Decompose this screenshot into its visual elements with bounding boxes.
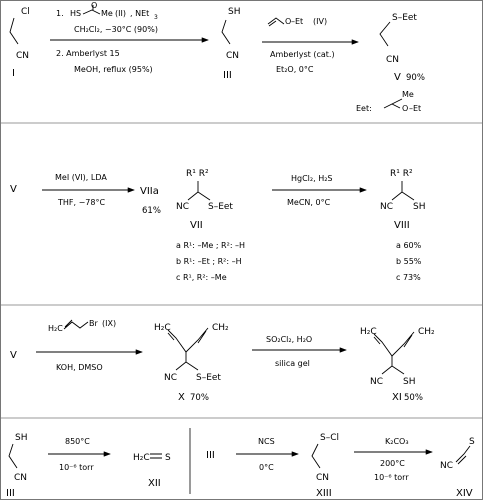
svg-text:III: III <box>223 70 232 81</box>
svg-text:Me: Me <box>101 9 113 18</box>
svg-text:III: III <box>6 488 15 499</box>
svg-text:b R¹: –Et ; R²: –H: b R¹: –Et ; R²: –H <box>176 257 242 266</box>
svg-text:Et₂O, 0°C: Et₂O, 0°C <box>276 65 314 74</box>
svg-text:c 73%: c 73% <box>396 273 421 282</box>
svg-text:CN: CN <box>226 51 240 61</box>
compound-III-row4 <box>6 433 27 499</box>
svg-text:Amberlyst (cat.): Amberlyst (cat.) <box>270 50 335 59</box>
svg-text:–Et: –Et <box>291 17 304 26</box>
svg-text:I: I <box>12 68 15 79</box>
svg-text:CN: CN <box>16 51 30 61</box>
svg-text:H₂C: H₂C <box>48 324 63 333</box>
svg-text:NC: NC <box>440 461 454 471</box>
svg-text:S–Eet: S–Eet <box>196 373 221 383</box>
svg-text:CN: CN <box>386 55 400 65</box>
svg-text:b 55%: b 55% <box>396 257 422 266</box>
svg-text:90%: 90% <box>406 73 425 83</box>
compound-XI <box>360 327 435 403</box>
svg-text:0°C: 0°C <box>259 463 274 472</box>
svg-text:NC: NC <box>370 377 384 387</box>
svg-text:S–Cl: S–Cl <box>320 433 339 443</box>
svg-text:Me: Me <box>402 90 414 99</box>
svg-text:NC: NC <box>176 202 190 212</box>
svg-text:NC: NC <box>380 202 394 212</box>
svg-text:V: V <box>10 184 17 195</box>
svg-text:Eet:: Eet: <box>356 104 372 113</box>
svg-text:SH: SH <box>15 433 28 443</box>
svg-text:CH₂Cl₂, −30°C (90%): CH₂Cl₂, −30°C (90%) <box>74 25 158 34</box>
alkylation-conditions <box>42 173 134 207</box>
svg-text:THF, −78°C: THF, −78°C <box>58 198 106 207</box>
svg-text:SO₂Cl₂, H₂O: SO₂Cl₂, H₂O <box>266 335 313 344</box>
row2-start-V <box>10 184 17 195</box>
svg-text:HgCl₂, H₂S: HgCl₂, H₂S <box>291 174 333 183</box>
compound-I <box>10 7 30 79</box>
pyrolysis-conditions <box>48 437 110 472</box>
svg-text:3: 3 <box>154 14 158 21</box>
compound-VII <box>176 169 245 282</box>
svg-text:200°C: 200°C <box>380 459 405 468</box>
deprotection-conditions <box>272 174 366 207</box>
svg-text:V: V <box>10 350 17 361</box>
product-VIIa <box>140 186 161 216</box>
elimination-conditions <box>354 437 432 482</box>
svg-text:c R¹, R²: –Me: c R¹, R²: –Me <box>176 273 227 282</box>
svg-text:NC: NC <box>164 373 178 383</box>
svg-text:(IV): (IV) <box>313 17 328 26</box>
svg-text:XII: XII <box>148 478 161 489</box>
svg-text:NCS: NCS <box>258 437 275 446</box>
compound-XIV <box>440 437 475 499</box>
svg-text:KOH, DMSO: KOH, DMSO <box>56 363 103 372</box>
svg-text:HS: HS <box>70 9 82 18</box>
chlorination-conditions <box>236 437 298 472</box>
svg-text:1.: 1. <box>56 9 64 18</box>
compound-X <box>154 323 229 403</box>
svg-text:MeOH, reflux (95%): MeOH, reflux (95%) <box>74 65 153 74</box>
svg-text:CN: CN <box>316 473 330 483</box>
compound-XII <box>133 453 171 489</box>
svg-text:XIV: XIV <box>456 488 473 499</box>
svg-text:a 60%: a 60% <box>396 241 422 250</box>
svg-text:850°C: 850°C <box>65 437 90 446</box>
svg-text:Br: Br <box>89 319 98 328</box>
svg-text:K₂CO₃: K₂CO₃ <box>385 437 409 446</box>
svg-text:2. Amberlyst 15: 2. Amberlyst 15 <box>56 49 120 58</box>
svg-text:H₂C: H₂C <box>133 453 150 463</box>
svg-text:O: O <box>402 104 409 113</box>
svg-text:(IX): (IX) <box>102 319 117 328</box>
compound-III <box>222 7 240 81</box>
svg-text:H₂C: H₂C <box>154 323 171 333</box>
svg-text:(II): (II) <box>115 9 126 18</box>
row4-mid-III <box>206 450 215 461</box>
svg-text:CH₂: CH₂ <box>212 323 229 333</box>
svg-text:S: S <box>165 453 171 463</box>
svg-text:SH: SH <box>413 202 426 212</box>
svg-text:III: III <box>206 450 215 461</box>
compound-XIII <box>312 433 339 499</box>
svg-text:R¹ R²: R¹ R² <box>186 169 209 179</box>
svg-text:H₂C: H₂C <box>360 327 377 337</box>
svg-text:CN: CN <box>14 473 28 483</box>
svg-text:XIII: XIII <box>316 488 332 499</box>
svg-text:CH₂: CH₂ <box>418 327 435 337</box>
svg-text:S–Eet: S–Eet <box>208 202 233 212</box>
compound-VIII <box>380 169 425 282</box>
diallylation-conditions <box>36 319 142 372</box>
eet-definition <box>356 90 421 113</box>
svg-text:VII: VII <box>190 220 203 231</box>
svg-text:MeI (VI), LDA: MeI (VI), LDA <box>55 173 107 182</box>
svg-text:SH: SH <box>403 377 416 387</box>
svg-text:VIIa: VIIa <box>140 186 159 197</box>
svg-text:10⁻⁶ torr: 10⁻⁶ torr <box>374 473 409 482</box>
svg-text:Cl: Cl <box>21 7 30 17</box>
svg-text:50%: 50% <box>404 393 423 403</box>
svg-text:70%: 70% <box>190 393 209 403</box>
row3-start-V <box>10 350 17 361</box>
svg-text:, NEt: , NEt <box>130 9 150 18</box>
svg-text:S: S <box>469 437 475 447</box>
svg-text:S–Eet: S–Eet <box>392 13 417 23</box>
svg-text:61%: 61% <box>142 206 161 216</box>
svg-text:O: O <box>285 17 292 26</box>
hydrolysis-conditions <box>252 335 346 368</box>
svg-text:XI: XI <box>392 392 402 403</box>
svg-text:VIII: VIII <box>394 220 410 231</box>
svg-text:X: X <box>178 392 185 403</box>
svg-text:MeCN, 0°C: MeCN, 0°C <box>287 198 331 207</box>
svg-text:a R¹: –Me ; R²: –H: a R¹: –Me ; R²: –H <box>176 241 246 250</box>
compound-V <box>380 13 425 83</box>
svg-text:SH: SH <box>228 7 241 17</box>
step-1-conditions <box>50 1 208 74</box>
svg-text:V: V <box>394 72 401 83</box>
svg-text:10⁻⁶ torr: 10⁻⁶ torr <box>59 463 94 472</box>
step-2-conditions <box>262 17 358 74</box>
svg-text:–Et: –Et <box>409 104 422 113</box>
svg-text:silica gel: silica gel <box>275 359 310 368</box>
svg-text:O: O <box>91 1 98 10</box>
svg-text:R¹ R²: R¹ R² <box>390 169 413 179</box>
